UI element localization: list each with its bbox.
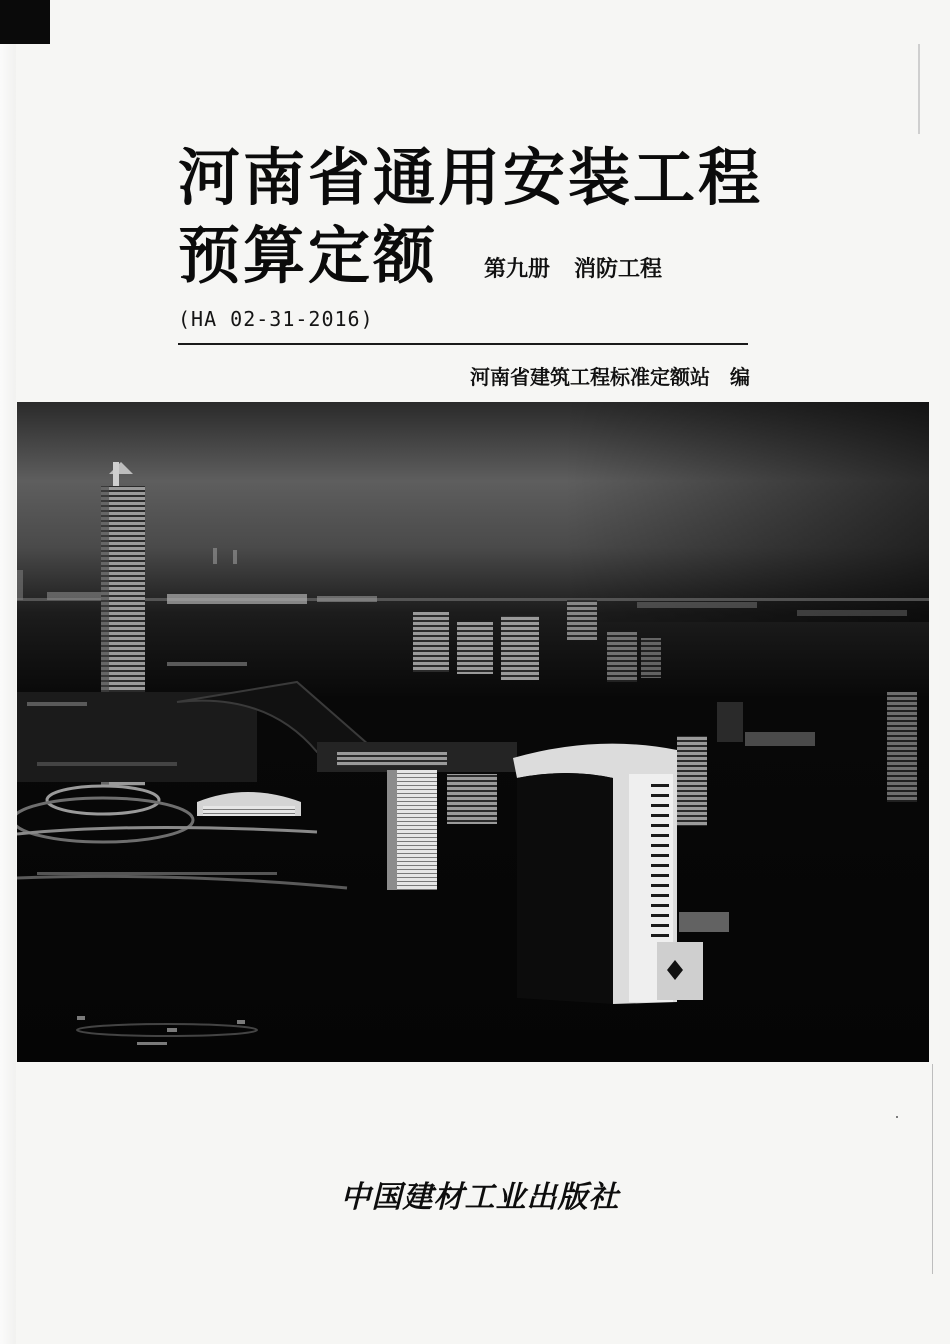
scan-artifact-line [918,44,920,134]
book-title-line-2: 预算定额 [178,219,439,292]
volume-name: 消防工程 [574,257,663,282]
editor-credit [470,362,750,392]
scan-edge [0,0,16,1344]
volume-label [484,254,662,286]
publisher-name: 中国建材工业出版社 [340,1180,620,1215]
cover-photo-night-skyline [17,402,929,1062]
scan-speck [896,1116,898,1118]
title-divider [178,343,748,345]
volume-number: 第九册 [484,257,551,282]
scan-artifact-line [932,1064,933,1274]
standard-code: (HA 02-31-2016) [178,307,374,331]
editor-role: 编 [730,365,750,389]
editor-organization: 河南省建筑工程标准定额站 [470,365,710,389]
book-title-line-1: 河南省通用安装工程 [178,141,764,214]
corner-registration-mark [0,0,50,44]
